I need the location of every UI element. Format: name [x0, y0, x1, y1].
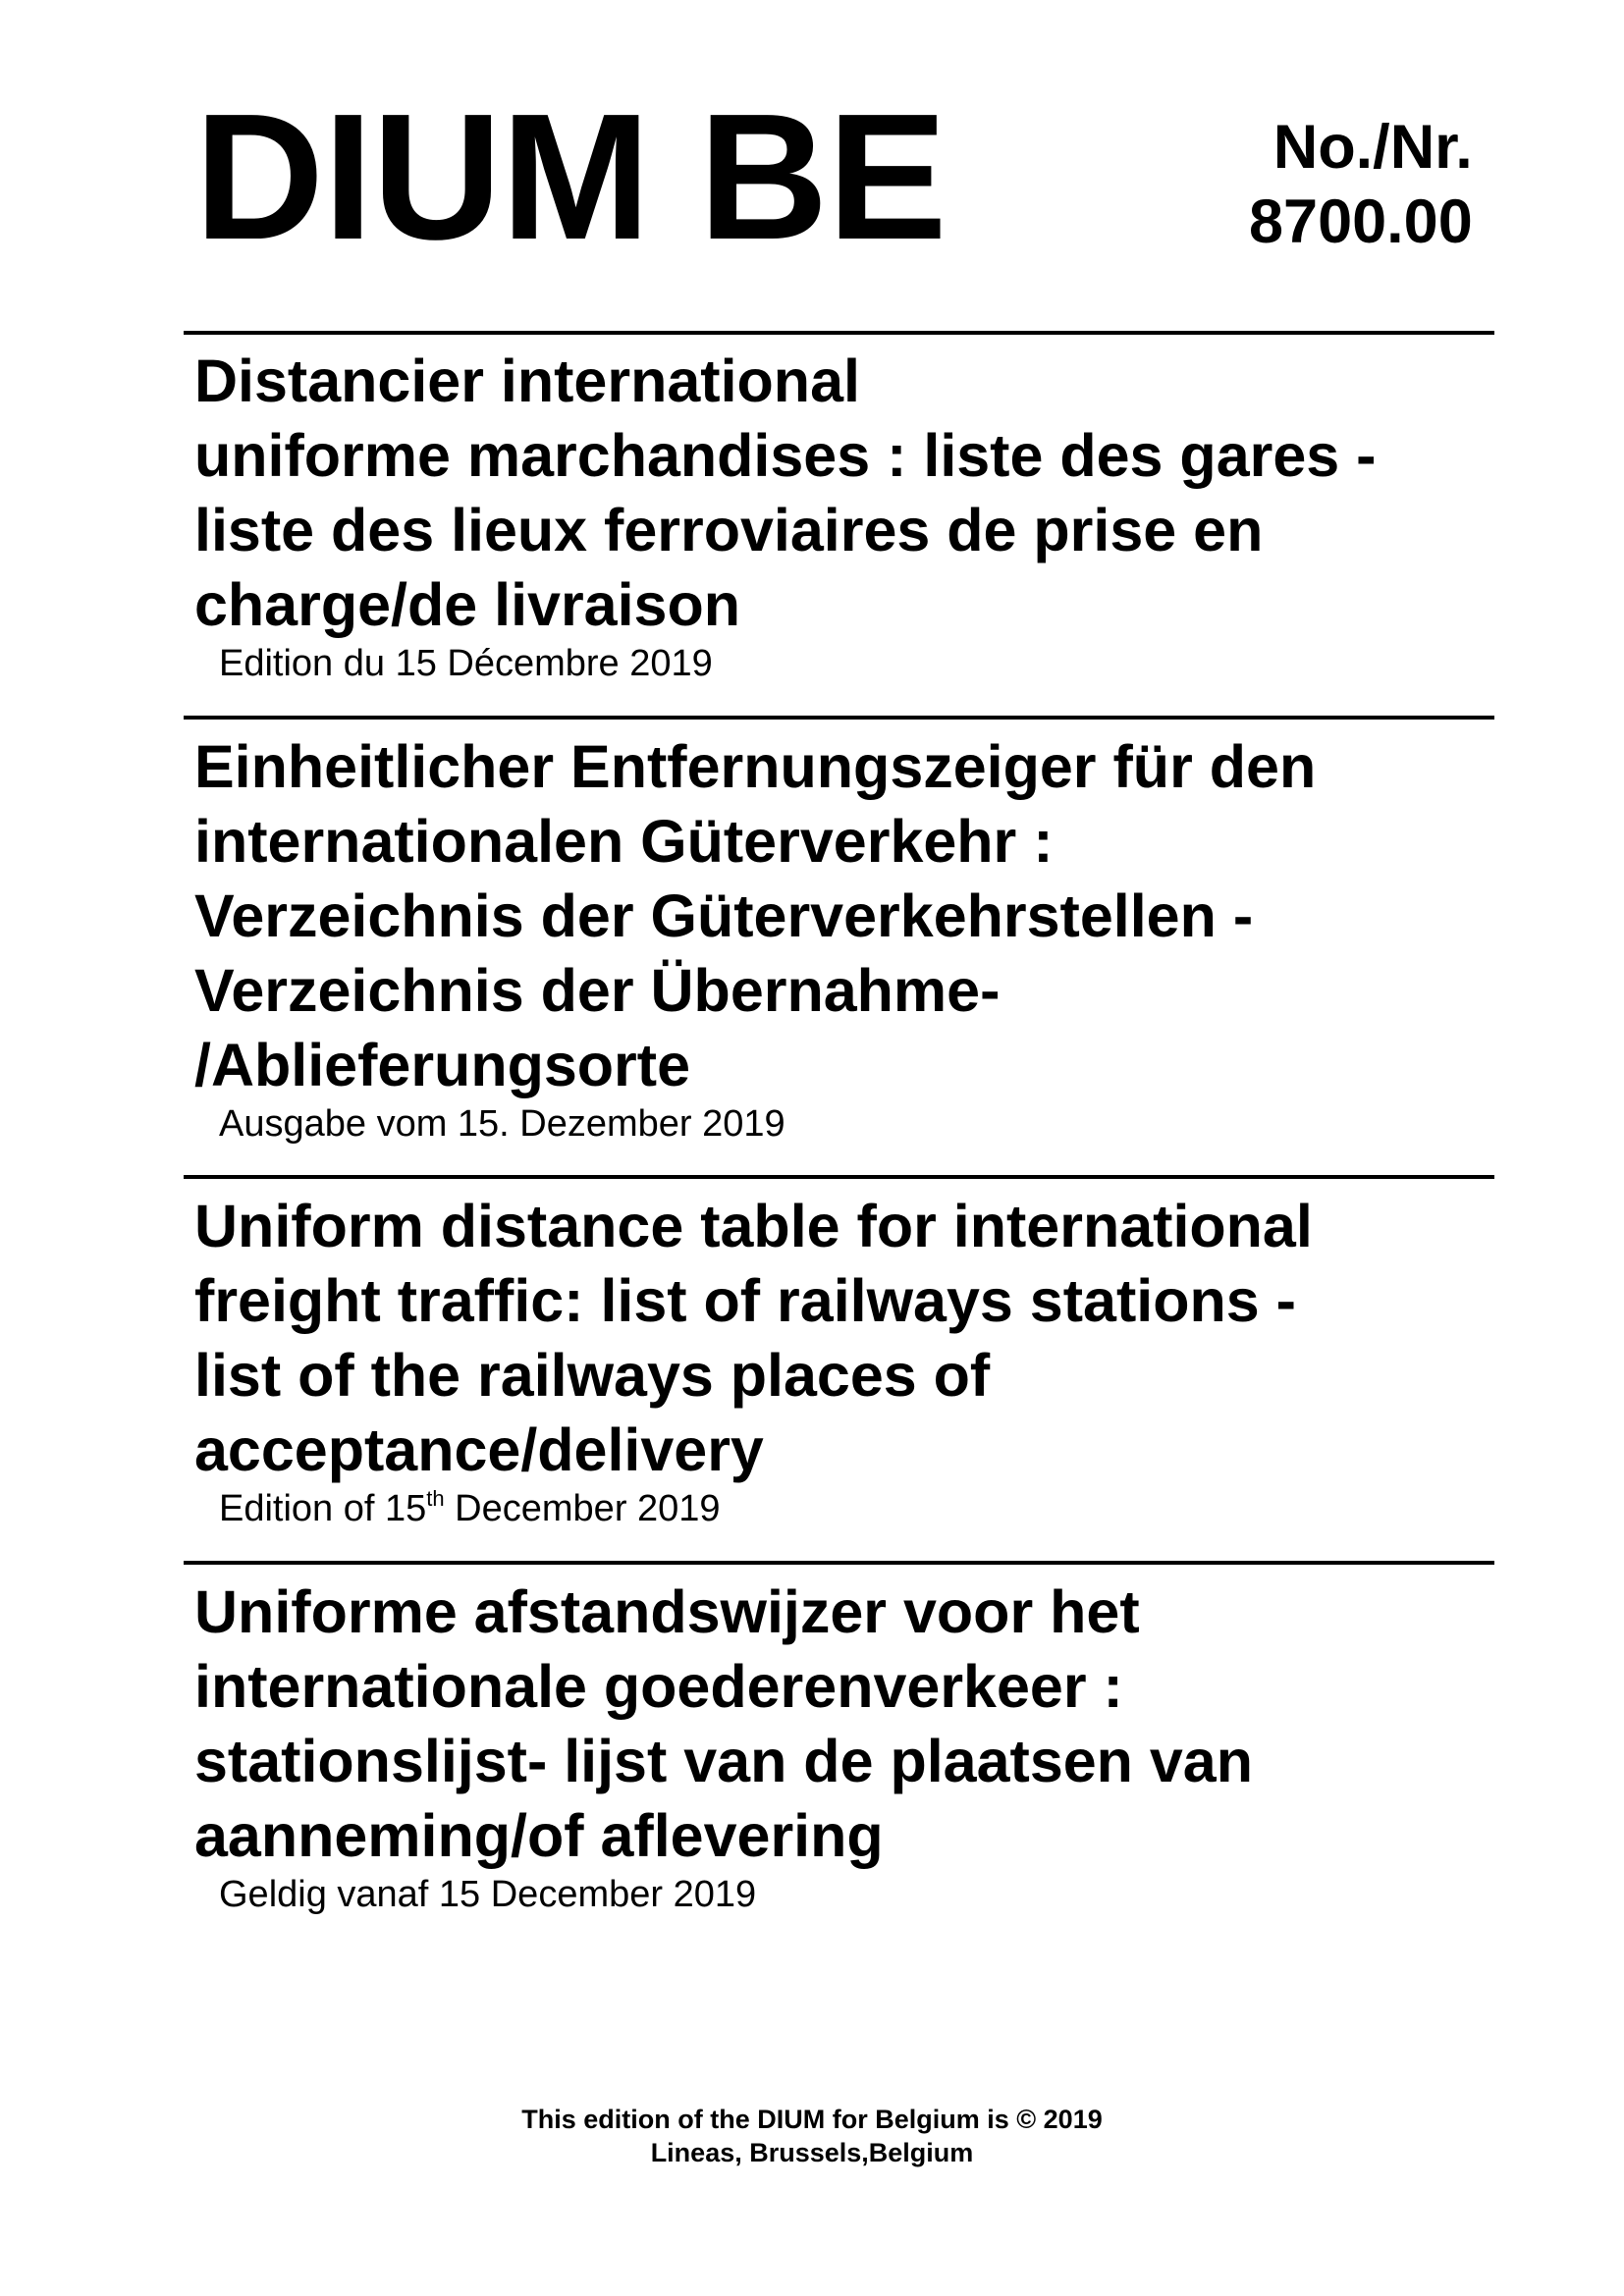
copyright-footer	[0, 2103, 1624, 2169]
document-number	[1249, 110, 1473, 259]
section-title-line: Uniform distance table for international	[194, 1193, 1313, 1259]
section-german	[194, 729, 1500, 1146]
section-title-line: Distancier international	[194, 347, 860, 414]
section-title-line: /Ablieferungsorte	[194, 1032, 691, 1098]
section-title-line: list of the railways places of	[194, 1342, 991, 1409]
section-title-line: stationslijst- lijst van de plaatsen van	[194, 1728, 1253, 1794]
section-title-line: Einheitlicher Entfernungszeiger für den	[194, 733, 1317, 800]
section-title-line: liste des lieux ferroviaires de prise en	[194, 497, 1264, 563]
edition-ordinal-suffix: th	[426, 1486, 445, 1511]
divider-top	[184, 331, 1494, 335]
section-english-title	[194, 1189, 1500, 1487]
edition-prefix: Edition of 15	[219, 1488, 427, 1529]
copyright-line: This edition of the DIUM for Belgium is © 2019	[521, 2105, 1103, 2134]
section-title-line: internationale goederenverkeer :	[194, 1653, 1123, 1720]
section-title-line: freight traffic: list of railways stations -	[194, 1267, 1296, 1334]
section-dutch-title	[194, 1575, 1500, 1873]
section-german-title	[194, 729, 1500, 1102]
section-dutch	[194, 1575, 1500, 1916]
section-french-title	[194, 344, 1500, 642]
divider	[184, 1175, 1494, 1179]
section-title-line: acceptance/delivery	[194, 1416, 764, 1483]
section-title-line: aanneming/of aflevering	[194, 1802, 884, 1869]
section-title-line: internationalen Güterverkehr :	[194, 808, 1054, 875]
section-french	[194, 344, 1500, 685]
section-title-line: uniforme marchandises : liste des gares -	[194, 422, 1377, 489]
section-title-line: Verzeichnis der Übernahme-	[194, 957, 1001, 1024]
document-number-value: 8700.00	[1249, 187, 1473, 256]
section-german-edition: Ausgabe vom 15. Dezember 2019	[219, 1103, 785, 1145]
section-french-edition: Edition du 15 Décembre 2019	[219, 643, 713, 684]
document-title: DIUM BE	[194, 76, 947, 277]
edition-suffix: December 2019	[444, 1488, 721, 1529]
section-title-line: Uniforme afstandswijzer voor het	[194, 1578, 1140, 1645]
document-number-label: No./Nr.	[1272, 113, 1473, 182]
publisher-line: Lineas, Brussels,Belgium	[650, 2138, 974, 2167]
section-dutch-edition: Geldig vanaf 15 December 2019	[219, 1874, 757, 1915]
section-english	[194, 1189, 1500, 1530]
section-title-line: charge/de livraison	[194, 571, 740, 638]
divider	[184, 1561, 1494, 1565]
section-english-edition	[219, 1487, 1500, 1530]
divider	[184, 716, 1494, 720]
section-title-line: Verzeichnis der Güterverkehrstellen -	[194, 882, 1254, 949]
